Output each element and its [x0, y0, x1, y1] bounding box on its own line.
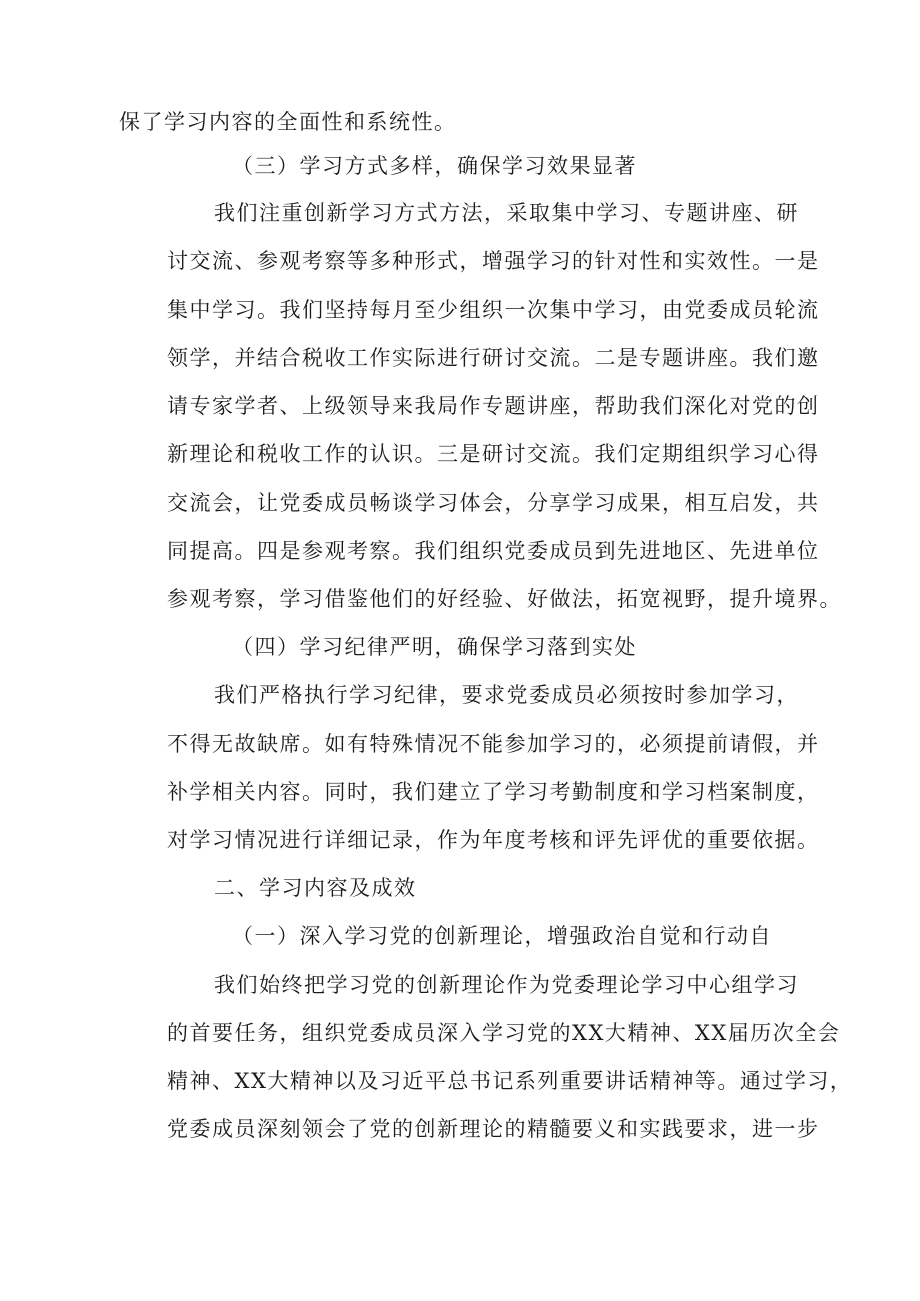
paragraph-line: 精神、XX大精神以及习近平总书记系列重要讲话精神等。通过学习， [167, 1069, 853, 1093]
paragraph-line: 讨交流、参观考察等多种形式，增强学习的针对性和实效性。一是 [167, 249, 820, 273]
section-heading-3: （三）学习方式多样，确保学习效果显著 [232, 154, 637, 178]
paragraph-line: 同提高。四是参观考察。我们组织党委成员到先进地区、先进单位 [167, 539, 820, 563]
section-heading-4: （四）学习纪律严明，确保学习落到实处 [232, 635, 637, 659]
paragraph-line: 不得无故缺席。如有特殊情况不能参加学习的，必须提前请假，并 [167, 732, 820, 756]
paragraph-line: 的首要任务，组织党委成员深入学习党的XX大精神、XX届历次全会 [167, 1021, 841, 1045]
paragraph-line: 对学习情况进行详细记录，作为年度考核和评先评优的重要依据。 [167, 828, 820, 852]
paragraph-line: 党委成员深刻领会了党的创新理论的精髓要义和实践要求，进一步 [167, 1117, 820, 1141]
paragraph-line: 参观考察，学习借鉴他们的好经验、好做法，拓宽视野，提升境界。 [167, 587, 842, 611]
paragraph-line: 交流会，让党委成员畅谈学习体会，分享学习成果，相互启发，共 [167, 491, 820, 515]
paragraph-line: 新理论和税收工作的认识。三是研讨交流。我们定期组织学习心得 [167, 442, 820, 466]
paragraph-line: 我们注重创新学习方式方法，采取集中学习、专题讲座、研 [214, 201, 799, 225]
paragraph-line: 请专家学者、上级领导来我局作专题讲座，帮助我们深化对党的创 [167, 394, 820, 418]
section-heading-1: （一）深入学习党的创新理论，增强政治自觉和行动自 [232, 924, 772, 948]
chapter-heading-2: 二、学习内容及成效 [214, 876, 417, 900]
paragraph-line: 补学相关内容。同时，我们建立了学习考勤制度和学习档案制度， [167, 780, 820, 804]
paragraph-line: 我们始终把学习党的创新理论作为党委理论学习中心组学习 [214, 973, 799, 997]
paragraph-line: 集中学习。我们坚持每月至少组织一次集中学习，由党委成员轮流 [167, 298, 820, 322]
paragraph-line: 领学，并结合税收工作实际进行研讨交流。二是专题讲座。我们邀 [167, 346, 820, 370]
paragraph-line: 保了学习内容的全面性和系统性。 [119, 110, 457, 134]
paragraph-line: 我们严格执行学习纪律，要求党委成员必须按时参加学习， [214, 683, 799, 707]
